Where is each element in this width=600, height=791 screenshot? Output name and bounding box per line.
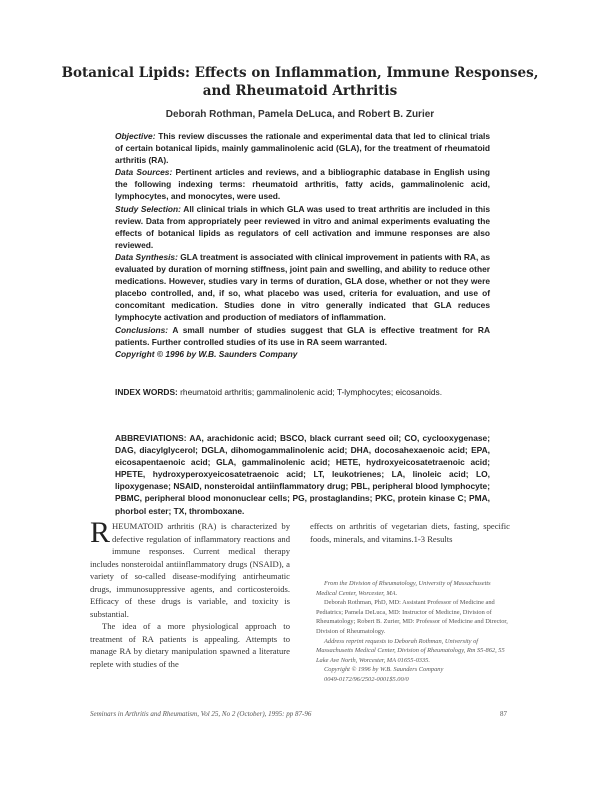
data-synthesis-text: GLA treatment is associated with clinical improvement in patients with RA, as evaluated by duration of morning stiffness, joint pain and swelling, and ability to reduce other medications. However, studies vary in terms of duration, GLA dose, whether or not they were placebo controlled, and, if so, what placebo was used, criteria for evaluation, and use of concomitant medication. Studies done in vitro generally indicated that GLA reduces lymphocyte activation and production of mediators of inflammation. xyxy=(115,251,490,323)
study-selection-text: All clinical trials in which GLA was used to treat arthritis are included in this review. Data from appropriately peer reviewed in vitro and animal experiments evaluating the effects of botanical lipids as regulators of cell activation and immune responses are also reviewed. xyxy=(115,203,490,250)
footnote-copyright: Copyright © 1996 by W.B. Saunders Company xyxy=(324,666,444,674)
objective-label: Objective: xyxy=(115,131,156,141)
abstract-objective xyxy=(115,130,490,166)
abbreviations-label: ABBREVIATIONS: xyxy=(115,433,187,443)
conclusions-label: Conclusions: xyxy=(115,324,169,335)
body-paragraph-1-text: HEUMATOID arthritis (RA) is characterized by defective regulation of inflammatory reactions and immune responses. Current medical therapy includes nonsteroidal antiinflammatory drugs (NSAID), a variety of so-called disease-modifying antirheumatic drugs, immunosuppressive agents, and corticosteroids. Efficacy of these drugs is variable, and toxicity is substantial. xyxy=(90,521,290,619)
abbreviations xyxy=(115,432,490,517)
abstract-data-sources xyxy=(115,166,490,202)
drop-cap: R xyxy=(90,516,111,549)
footnote-affiliation: From the Division of Rheumatology, University of Massachusetts Medical Center, Worcester, MA. xyxy=(316,580,491,597)
author-footnote xyxy=(316,579,512,685)
author-list: Deborah Rothman, Pamela DeLuca, and Robert B. Zurier xyxy=(165,109,435,120)
body-paragraph-2: The idea of a more physiological approach to treatment of RA patients is appealing. Attempts to manage RA by dietary manipulation spawned a literature replete with studies of the xyxy=(90,621,290,669)
abstract-copyright: Copyright © 1996 by W.B. Saunders Company xyxy=(115,348,298,359)
abstract xyxy=(115,130,490,360)
footnote-address: Address reprint requests to Deborah Rothman, University of Massachusetts Medical Center, Division of Rheumatology, Rm S5-862, 55 Lake Ave North, Worcester, MA 01655-0335. xyxy=(316,637,505,664)
article-title xyxy=(60,64,540,100)
study-selection-label: Study Selection: xyxy=(115,203,181,214)
data-sources-text: Pertinent articles and reviews, and a bibliographic database in English using the following indexing terms: rheumatoid arthritis, fatty acids, gammalinolenic acid, lymphocytes, and monocytes, were used. xyxy=(115,167,490,202)
body-left-column xyxy=(90,516,290,670)
body-right-text: effects on arthritis of vegetarian diets, fasting, specific foods, minerals, and vitamins.1-3 Results xyxy=(310,521,510,544)
body-right-column xyxy=(310,520,510,545)
abstract-study-selection xyxy=(115,203,490,251)
data-sources-label: Data Sources: xyxy=(115,167,173,178)
objective-text: This review discusses the rationale and experimental data that led to clinical trials of certain botanical lipids, mainly gammalinolenic acid (GLA), for the treatment of rheumatoid arthritis (RA). xyxy=(115,131,490,166)
footnote-authors: Deborah Rothman, PhD, MD: Assistant Professor of Medicine and Pediatrics; Pamela DeLuca, MD: Instructor of Medicine, Division of Rheumatology; Robert B. Zurier, MD: Professor of Medicine and Director, Division of Rheumatology. xyxy=(316,599,508,635)
abbreviations-text: AA, arachidonic acid; BSCO, black currant seed oil; CO, cyclooxygenase; DAG, diacylglycerol; DGLA, dihomogammalinolenic acid; DHA, docosahexaenoic acid; EPA, eicosapentaenoic acid; GLA, gammalinolenic acid; HETE, hydroxyeicosatetraenoic acid; HPETE, hydroxyperoxyeicosatetraenoic acid; LT, leukotrienes; LA, linoleic acid; LO, lipoxygenase; NSAID, nonsteroidal antiinflammatory drug; PBL, peripheral blood lymphocyte; PBMC, peripheral blood mononuclear cells; PG, prostaglandins; PKC, protein kinase C; PMA, phorbol ester; TX, thromboxane. xyxy=(115,433,490,516)
index-words-text: rheumatoid arthritis; gammalinolenic acid; T-lymphocytes; eicosanoids. xyxy=(177,387,443,397)
index-words-label: INDEX WORDS: xyxy=(115,387,178,397)
index-words xyxy=(115,386,490,398)
abstract-data-synthesis xyxy=(115,251,490,324)
journal-citation: Seminars in Arthritis and Rheumatism, Vol 25, No 2 (October), 1995: pp 87-96 xyxy=(90,710,312,718)
conclusions-text: A small number of studies suggest that GLA is effective treatment for RA patients. Further controlled studies of its use in RA seem warranted. xyxy=(115,324,490,347)
footnote-issn: 0049-0172/96/2502-0001$5.00/0 xyxy=(324,675,409,683)
page-number: 87 xyxy=(500,710,507,718)
data-synthesis-label: Data Synthesis: xyxy=(115,251,178,262)
abstract-conclusions xyxy=(115,324,490,348)
body-paragraph-1 xyxy=(90,516,290,620)
title-line-1: Botanical Lipids: Effects on Inflammation, Immune Responses, xyxy=(61,65,539,81)
title-line-2: and Rheumatoid Arthritis xyxy=(202,83,398,99)
